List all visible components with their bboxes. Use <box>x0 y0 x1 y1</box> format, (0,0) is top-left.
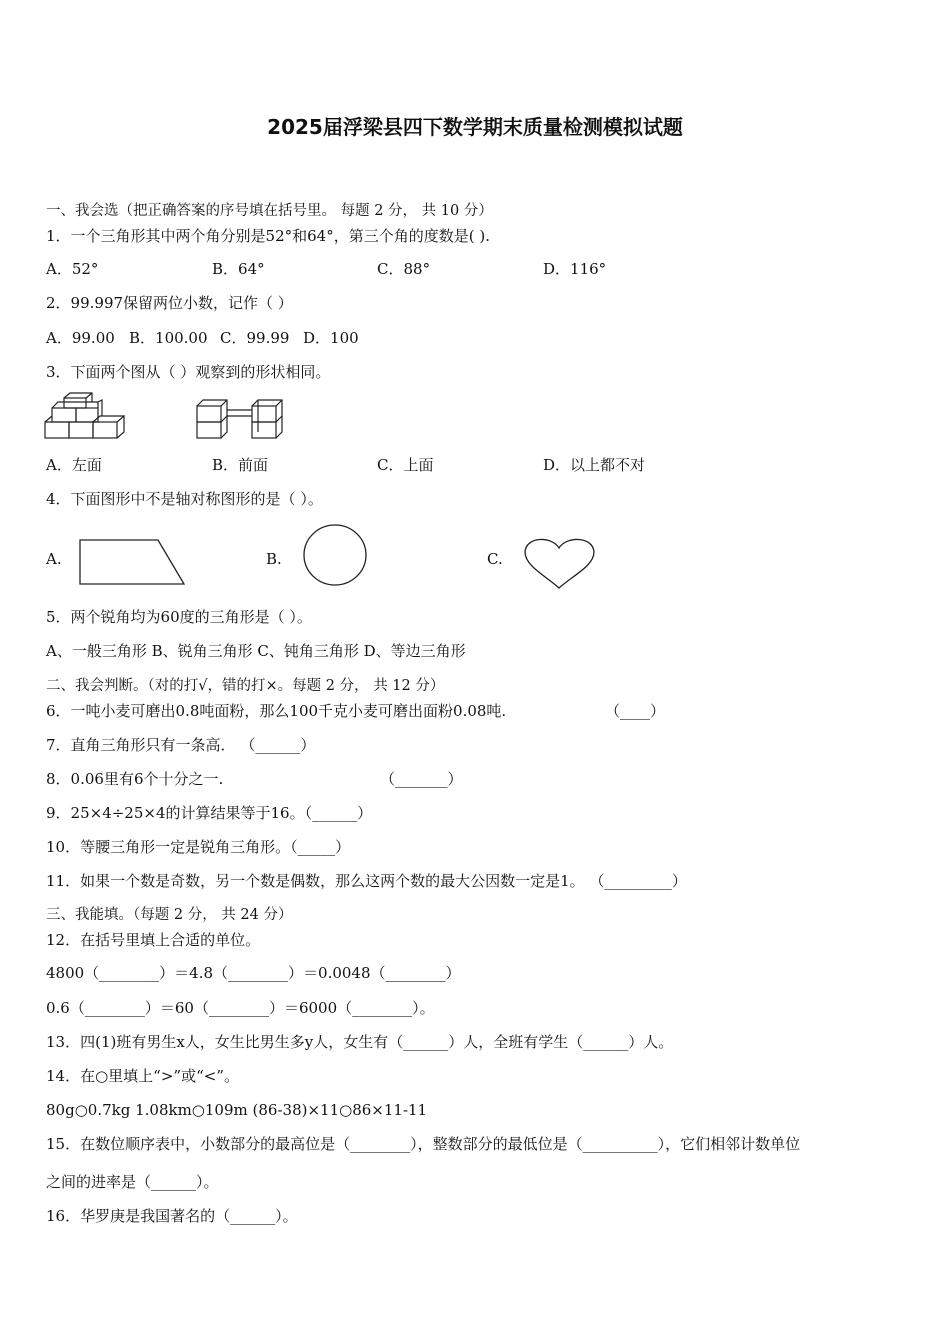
q2-option-d: D．100 <box>303 329 359 347</box>
question-3: 3．下面两个图从（ ）观察到的形状相同。 <box>46 363 331 381</box>
q3-option-a: A．左面 <box>46 456 102 474</box>
q3-figure-left <box>44 392 128 442</box>
q15-line-2: 之间的进率是（______）。 <box>46 1173 219 1191</box>
question-9: 9．25×4÷25×4的计算结果等于16。（______） <box>46 804 373 822</box>
question-5: 5．两个锐角均为60度的三角形是（ ）。 <box>46 608 312 626</box>
q4-option-a: A. <box>46 550 62 568</box>
trapezoid-figure <box>78 538 186 588</box>
q5-options: A、一般三角形 B、锐角三角形 C、钝角三角形 D、等边三角形 <box>46 642 466 660</box>
q2-option-a: A．99.00 <box>46 329 115 347</box>
question-6: 6．一吨小麦可磨出0.8吨面粉，那么100千克小麦可磨出面粉0.08吨. <box>46 702 507 720</box>
section-3-heading: 三、我能填。（每题 2 分， 共 24 分） <box>46 907 293 923</box>
q1-option-d: D．116° <box>543 260 607 278</box>
heart-figure <box>522 536 598 590</box>
q2-option-b: B．100.00 <box>129 329 208 347</box>
q12-line-2: 0.6（________）＝60（________）＝6000（________）。 <box>46 999 435 1017</box>
q8-answer-blank[interactable]: （_______） <box>380 770 463 788</box>
q1-option-c: C．88° <box>377 260 431 278</box>
question-10: 10．等腰三角形一定是锐角三角形。（_____） <box>46 838 351 856</box>
question-4: 4．下面图形中不是轴对称图形的是（ ）。 <box>46 490 323 508</box>
q6-answer-blank[interactable]: （____） <box>605 702 666 720</box>
page-title: 2025届浮梁县四下数学期末质量检测模拟试题 <box>267 115 683 139</box>
question-8: 8．0.06里有6个十分之一. <box>46 770 224 788</box>
question-7: 7．直角三角形只有一条高． （______） <box>46 736 316 754</box>
question-13: 13．四(1)班有男生x人，女生比男生多y人，女生有（______）人，全班有学生（______）人。 <box>46 1033 674 1051</box>
question-12: 12．在括号里填上合适的单位。 <box>46 931 261 949</box>
section-2-heading: 二、我会判断。（对的打√，错的打×。每题 2 分， 共 12 分） <box>46 678 445 694</box>
q3-option-d: D．以上都不对 <box>543 456 646 474</box>
question-15: 15．在数位顺序表中，小数部分的最高位是（________），整数部分的最低位是（__________），它们相邻计数单位 <box>46 1135 801 1153</box>
question-11: 11．如果一个数是奇数，另一个数是偶数，那么这两个数的最大公因数一定是1。 （_________） <box>46 872 687 890</box>
section-1-heading: 一、我会选（把正确答案的序号填在括号里。 每题 2 分， 共 10 分） <box>46 203 493 219</box>
q3-option-c: C．上面 <box>377 456 434 474</box>
q4-option-c: C. <box>487 550 503 568</box>
q4-option-b: B. <box>266 550 282 568</box>
q14-comparisons: 80g○0.7kg 1.08km○109m (86-38)×11○86×11-11 <box>46 1101 428 1119</box>
q1-option-b: B．64° <box>212 260 265 278</box>
question-14: 14．在○里填上“>”或“<”。 <box>46 1067 239 1085</box>
q12-line-1: 4800（________）＝4.8（________）＝0.0048（________） <box>46 964 461 982</box>
question-1: 1．一个三角形其中两个角分别是52°和64°，第三个角的度数是( ). <box>46 227 490 245</box>
q2-option-c: C．99.99 <box>220 329 290 347</box>
q1-option-a: A．52° <box>46 260 99 278</box>
q3-option-b: B．前面 <box>212 456 269 474</box>
question-16: 16．华罗庚是我国著名的（______）。 <box>46 1207 298 1225</box>
circle-figure <box>302 524 370 588</box>
question-2: 2．99.997保留两位小数，记作（ ） <box>46 294 293 312</box>
q3-figure-right <box>196 392 288 442</box>
